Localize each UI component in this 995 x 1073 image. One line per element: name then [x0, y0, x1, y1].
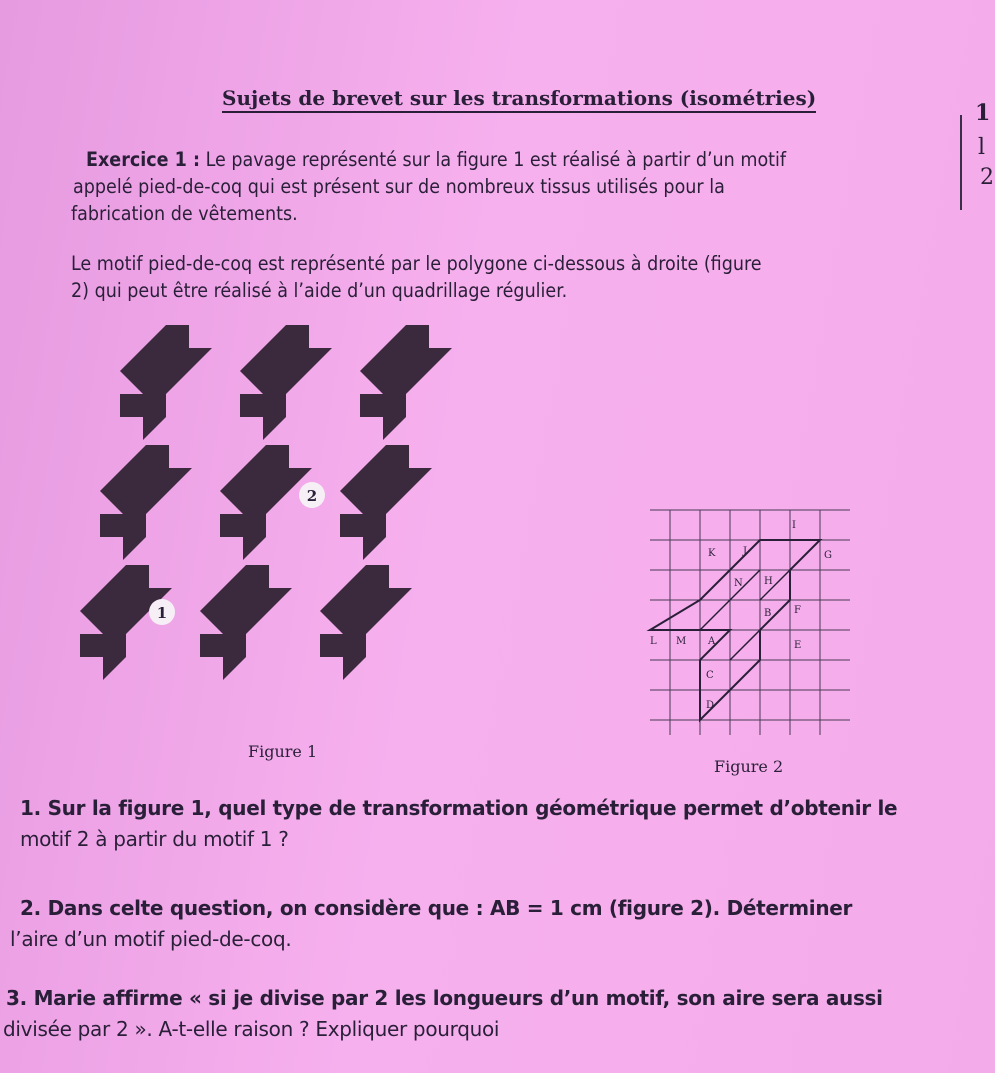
motif-tile	[100, 445, 192, 560]
motif-tile	[120, 325, 212, 440]
exercise-intro-line: 2) qui peut être réalisé à l’aide d’un quadrillage régulier.	[71, 279, 568, 302]
question-2-line: 2. Dans celte question, on considère que : AB = 1 cm (figure 2). Déterminer	[20, 896, 853, 920]
point-label: H	[764, 576, 773, 587]
grid-lines	[650, 510, 850, 735]
exercise-intro-line: Exercice 1 : Le pavage représenté sur la figure 1 est réalisé à partir d’un motif	[86, 148, 787, 171]
point-label: N	[734, 578, 743, 589]
question-1-line: motif 2 à partir du motif 1 ?	[20, 827, 289, 851]
point-label: C	[706, 670, 714, 681]
figure2-grid	[640, 500, 860, 750]
motif-group	[80, 325, 452, 680]
point-label: I	[792, 520, 796, 531]
point-label: J	[743, 546, 748, 557]
margin-mark: 2	[980, 165, 994, 190]
question-1-line: 1. Sur la figure 1, quel type de transformation géométrique permet d’obtenir le	[20, 796, 898, 820]
exercise-intro-line: fabrication de vêtements.	[71, 202, 298, 225]
exercise-intro-line: appelé pied-de-coq qui est présent sur de nombreux tissus utilisés pour la	[73, 175, 725, 198]
figure2-caption: Figure 2	[714, 757, 784, 776]
margin-rule	[960, 115, 962, 210]
motif-tile	[320, 565, 412, 680]
question-2-line: l’aire d’un motif pied-de-coq.	[10, 927, 292, 951]
point-label: E	[794, 640, 802, 651]
motif-tile	[340, 445, 432, 560]
point-label: G	[824, 550, 832, 561]
motif-2-label: 2	[306, 487, 318, 505]
question-3-line: divisée par 2 ». A-t-elle raison ? Expliquer pourquoi	[3, 1017, 500, 1041]
point-label: D	[706, 700, 715, 711]
motif-tile	[200, 565, 292, 680]
figure1-tiling	[80, 310, 510, 730]
page-title: Sujets de brevet sur les transformations (isométries)	[222, 86, 816, 113]
margin-mark: 1	[975, 100, 991, 126]
point-label: B	[764, 608, 772, 619]
exercise-intro-line: Le motif pied-de-coq est représenté par le polygone ci-dessous à droite (figure	[71, 252, 762, 275]
point-label: K	[708, 548, 716, 559]
question-3-line: 3. Marie affirme « si je divise par 2 les longueurs d’un motif, son aire sera aussi	[6, 986, 883, 1010]
motif-tile	[220, 445, 312, 560]
point-label: F	[794, 605, 801, 616]
motif-tile	[360, 325, 452, 440]
exercise-label: Exercice 1 :	[86, 148, 200, 171]
margin-mark: l	[978, 135, 986, 160]
point-label: A	[708, 636, 716, 647]
point-label: L	[650, 636, 657, 647]
motif-1-label: 1	[156, 604, 168, 622]
point-label: M	[676, 636, 687, 647]
figure1-caption: Figure 1	[248, 742, 318, 761]
motif-tile	[240, 325, 332, 440]
